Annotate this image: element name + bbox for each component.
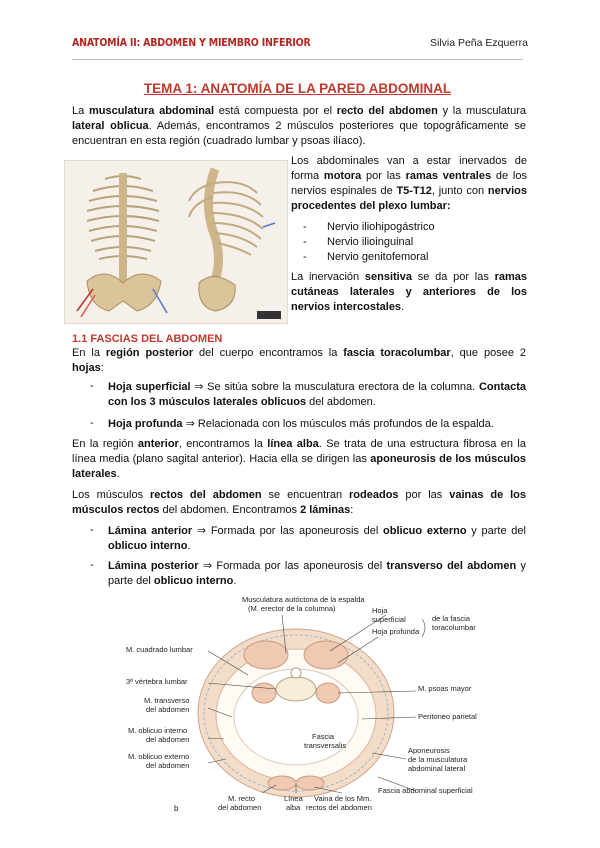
text-span: En la región [72, 438, 138, 450]
text-span: . [401, 301, 405, 313]
text-span: M. cuadrado lumbar [126, 645, 193, 654]
text-span: Línea [284, 794, 303, 803]
text-span: . [233, 575, 237, 587]
text-span: y parte del [108, 560, 526, 587]
text-span: La [72, 105, 89, 117]
text-span: , junto con [431, 185, 488, 197]
text-span: superficial [372, 615, 406, 624]
text-span: Aponeurosis [408, 746, 450, 755]
text-span: de la musculatura [408, 755, 468, 764]
text-span: ⇒ Formada por las aponeurosis del [192, 525, 384, 537]
text-span: Lámina posterior [108, 560, 199, 572]
text-span: 2 láminas [300, 504, 351, 516]
text-span: rectos del abdomen [306, 803, 372, 812]
fascia-paragraph [72, 346, 526, 376]
innervation-paragraph [291, 154, 527, 214]
text-span: del abdomen. Encontramos [159, 504, 301, 516]
text-span: de la fascia [432, 614, 470, 623]
text-span: - [90, 559, 94, 571]
text-span: del abdomen [146, 735, 190, 744]
text-span: sensitiva [364, 271, 412, 283]
text-span: transverso del abdomen [386, 560, 517, 572]
text-span: nervios procedentes del plexo lumbar: [291, 185, 527, 212]
sensory-paragraph [291, 270, 527, 315]
text-span: oblicuo externo [383, 525, 467, 537]
text-span: de los nervios espinales de [291, 170, 527, 197]
section-heading: 1.1 FASCIAS DEL ABDOMEN [72, 333, 223, 345]
list-item: - Nervio ilioinguinal [291, 235, 527, 250]
text-span: Lámina anterior [108, 525, 193, 537]
label-erector: Musculatura autóctona de la espalda [242, 595, 365, 604]
text-span: . [187, 540, 191, 552]
text-span: hojas [72, 362, 101, 374]
text-span: transversalis [304, 741, 347, 750]
text-span: musculatura abdominal [88, 105, 215, 117]
text-span: está compuesta por el [214, 105, 337, 117]
text-span: y parte del [466, 525, 526, 537]
text-span: se encuentran [261, 489, 350, 501]
nerves-list [291, 220, 527, 265]
text-span: aponeurosis de los músculos laterales [72, 453, 526, 480]
text-span: del abdomen [218, 803, 262, 812]
text-span: - [90, 524, 94, 536]
text-span: La inervación [291, 271, 365, 283]
text-span: Hoja [372, 606, 388, 615]
text-span: , encontramos la [178, 438, 268, 450]
header-course: ANATOMÍA II: ABDOMEN Y MIEMBRO INFERIOR [72, 37, 311, 49]
text-span: Hoja profunda [108, 418, 183, 430]
text-span: - [90, 380, 94, 392]
text-span: región posterior [105, 347, 194, 359]
text-span: M. psoas mayor [418, 684, 472, 693]
text-span: M. oblicuo interno [128, 726, 188, 735]
text-span: Los abdominales van a estar inervados de forma [291, 155, 527, 182]
text-span: abdominal lateral [408, 764, 466, 773]
text-span: Hoja profunda [372, 627, 420, 636]
abdominal-cross-section-figure [116, 593, 520, 828]
text-span: - [90, 417, 94, 429]
text-span: rodeados [349, 489, 399, 501]
text-span: Hoja superficial [108, 381, 191, 393]
vainas-paragraph [72, 488, 526, 518]
text-span: T5-T12 [396, 185, 432, 197]
text-span: fascia toracolumbar [343, 347, 451, 359]
list-item: - Nervio genitofemoral [291, 250, 527, 265]
text-span: Contacta con los 3 músculos laterales oblicuos [108, 381, 526, 408]
text-span: Peritoneo parietal [418, 712, 477, 721]
page-header [72, 37, 528, 51]
text-span: 3ª vértebra lumbar [126, 677, 188, 686]
text-span: vainas de los músculos rectos [72, 489, 526, 516]
text-span: En la [72, 347, 106, 359]
text-span: rectos del abdomen [150, 489, 262, 501]
label-erector-2: (M. erector de la columna) [248, 604, 336, 613]
text-span: M. recto [228, 794, 256, 803]
header-author: Silvia Peña Ezquerra [429, 37, 528, 49]
text-span: . [116, 468, 120, 480]
text-span: . Se trata de una estructura fibrosa en la línea media (plano sagital anterior). Hacia ella se dirigen las [72, 438, 526, 465]
text-span: del abdomen [146, 761, 190, 770]
text-span: oblicuo interno [108, 540, 188, 552]
text-span: por las [398, 489, 450, 501]
text-span: Los músculos [72, 489, 151, 501]
text-span: oblicuo interno [153, 575, 234, 587]
text-span: M. transverso [144, 696, 190, 705]
text-span: . Además, encontramos 2 músculos posteriores que topográficamente se encuentran en esta región (cuadrado lumbar y psoas ilíaco). [72, 120, 526, 147]
text-span: alba [286, 803, 301, 812]
text-span: Vaina de los Mm. [314, 794, 372, 803]
text-span: , que posee 2 [450, 347, 526, 359]
page-title: TEMA 1: ANATOMÍA DE LA PARED ABDOMINAL [143, 81, 452, 96]
skeleton-figure [64, 160, 288, 324]
text-span: ⇒ Se sitúa sobre la musculatura erectora de la columna. [190, 381, 479, 393]
text-span: motora [323, 170, 362, 182]
text-span: lateral oblicua [72, 120, 149, 132]
text-span: ⇒ Relacionada con los músculos más profundos de la espalda. [182, 418, 494, 430]
text-span: : [350, 504, 354, 516]
text-span: recto del abdomen [336, 105, 438, 117]
linea-alba-paragraph [72, 437, 526, 482]
text-span: b [174, 804, 179, 813]
intro-paragraph [72, 104, 526, 149]
text-span: Fascia abdominal superficial [378, 786, 473, 795]
text-span: M. oblicuo externo [128, 752, 190, 761]
text-span: toracolumbar [432, 623, 476, 632]
header-divider [72, 59, 523, 60]
text-span: : [100, 362, 104, 374]
text-span: ramas ventrales [405, 170, 492, 182]
text-span: Fascia [312, 732, 335, 741]
list-item: - Nervio iliohipogástrico [291, 220, 527, 235]
text-span: del cuerpo encontramos la [193, 347, 344, 359]
text-span: línea alba [267, 438, 319, 450]
text-span: por las [361, 170, 406, 182]
text-span: del abdomen [146, 705, 190, 714]
text-span: anterior [137, 438, 179, 450]
text-span: se da por las [411, 271, 495, 283]
text-span: ⇒ Formada por las aponeurosis del [198, 560, 387, 572]
text-span: y la musculatura [437, 105, 526, 117]
text-span: ramas cutáneas laterales y anteriores de los nervios intercostales [291, 271, 527, 313]
text-span: del abdomen. [306, 396, 376, 408]
